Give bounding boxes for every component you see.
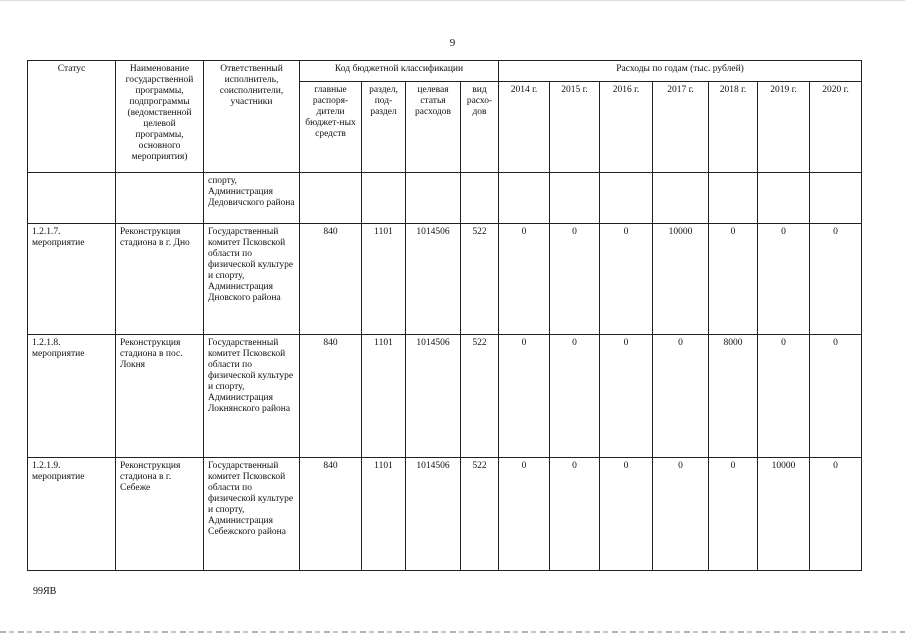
cell-value: 0 [550,224,600,335]
header-year: 2018 г. [709,82,758,173]
cell-name: Реконструкция стадиона в пос. Локня [116,335,204,458]
cell-section: 1101 [362,335,406,458]
table-row [28,458,862,571]
cell-value: 0 [810,335,862,458]
cell-value [600,173,653,224]
cell-value: 0 [550,458,600,571]
header-year: 2020 г. [810,82,862,173]
cell-status: 1.2.1.8. мероприятие [28,335,116,458]
cell-value: 0 [810,458,862,571]
cell-value [499,173,550,224]
cell-value: 0 [758,335,810,458]
cell-value: 0 [600,224,653,335]
header-section: раздел, под-раздел [362,82,406,173]
cell-status: 1.2.1.9. мероприятие [28,458,116,571]
page-number: 9 [449,37,456,49]
cell-value [810,173,862,224]
scan-edge-top [0,0,905,1]
header-budget-code: Код бюджетной классификации [300,61,499,82]
header-year: 2016 г. [600,82,653,173]
header-year: 2014 г. [499,82,550,173]
cell-value [653,173,709,224]
cell-status [28,173,116,224]
header-status: Статус [28,61,116,173]
cell-value: 0 [499,224,550,335]
cell-grbs: 840 [300,224,362,335]
header-year: 2017 г. [653,82,709,173]
cell-value: 8000 [709,335,758,458]
table-row [28,335,862,458]
cell-target: 1014506 [406,224,461,335]
cell-name: Реконструкция стадиона в г. Дно [116,224,204,335]
cell-value: 0 [758,224,810,335]
cell-value: 10000 [653,224,709,335]
cell-value [550,173,600,224]
cell-value: 0 [653,458,709,571]
cell-value: 0 [499,335,550,458]
cell-section: 1101 [362,458,406,571]
header-responsible: Ответственный исполнитель, соисполнители, участники [204,61,300,173]
cell-section: 1101 [362,224,406,335]
cell-name [116,173,204,224]
header-expenses: Расходы по годам (тыс. рублей) [499,61,862,82]
cell-grbs: 840 [300,458,362,571]
cell-responsible: Государственный комитет Псковской области по физической культуре и спорту, Администрация Дновского района [204,224,300,335]
cell-section [362,173,406,224]
cell-value: 10000 [758,458,810,571]
header-name: Наименование государственной программы, подпрограммы (ведомственной целевой программы, основного мероприятия) [116,61,204,173]
cell-responsible: спорту, Администрация Дедовичского района [204,173,300,224]
cell-value: 0 [709,458,758,571]
cell-value: 0 [810,224,862,335]
cell-target: 1014506 [406,335,461,458]
cell-status: 1.2.1.7. мероприятие [28,224,116,335]
cell-type: 522 [461,335,499,458]
table-row [28,224,862,335]
cell-responsible: Государственный комитет Псковской области по физической культуре и спорту, Администрация Локнянского района [204,335,300,458]
cell-value: 0 [653,335,709,458]
cell-grbs [300,173,362,224]
cell-value: 0 [600,335,653,458]
header-type: вид расхо-дов [461,82,499,173]
cell-name: Реконструкция стадиона в г. Себеже [116,458,204,571]
budget-table [27,60,862,571]
cell-value: 0 [709,224,758,335]
cell-value [758,173,810,224]
header-year: 2019 г. [758,82,810,173]
header-grbs: главные распоря-дители бюджет-ных средств [300,82,362,173]
cell-type: 522 [461,224,499,335]
cell-target: 1014506 [406,458,461,571]
footer-code: 99ЯВ [33,586,57,597]
cell-value: 0 [499,458,550,571]
cell-grbs: 840 [300,335,362,458]
cell-type [461,173,499,224]
header-year: 2015 г. [550,82,600,173]
cell-value: 0 [600,458,653,571]
cell-value: 0 [550,335,600,458]
cell-type: 522 [461,458,499,571]
cell-responsible: Государственный комитет Псковской области по физической культуре и спорту, Администрация Себежского района [204,458,300,571]
scan-edge-bottom [0,631,905,633]
cell-target [406,173,461,224]
cell-value [709,173,758,224]
table-row [28,173,862,224]
header-target: целевая статья расходов [406,82,461,173]
